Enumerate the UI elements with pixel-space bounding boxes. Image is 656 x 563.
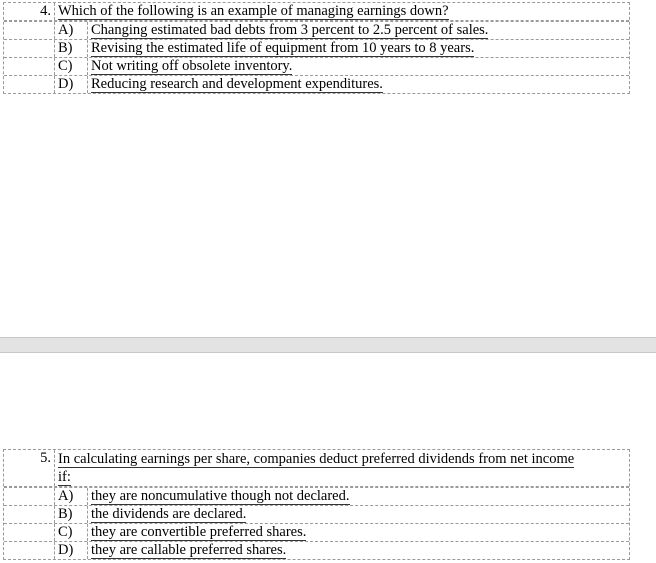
answer-text: they are noncumulative though not declared. bbox=[91, 488, 350, 504]
answer-option[interactable] bbox=[4, 39, 629, 57]
answer-text: Not writing off obsolete inventory. bbox=[91, 58, 293, 74]
answer-option[interactable] bbox=[4, 505, 629, 523]
answer-text: Revising the estimated life of equipment from 10 years to 8 years. bbox=[91, 40, 475, 56]
answer-letter: D) bbox=[55, 76, 88, 93]
answer-option[interactable] bbox=[4, 75, 629, 93]
question-4 bbox=[3, 2, 630, 94]
answer-option[interactable] bbox=[4, 21, 629, 39]
question-stem: In calculating earnings per share, companies deduct preferred dividends from net income if: bbox=[58, 451, 575, 485]
answer-text: Changing estimated bad debts from 3 percent to 2.5 percent of sales. bbox=[91, 22, 489, 38]
question-5 bbox=[3, 449, 630, 560]
answer-option[interactable] bbox=[4, 541, 629, 559]
answer-option[interactable] bbox=[4, 487, 629, 505]
answer-option[interactable] bbox=[4, 57, 629, 75]
question-number: 4. bbox=[4, 3, 55, 20]
page-break bbox=[0, 337, 656, 353]
question-number: 5. bbox=[4, 450, 55, 486]
question-stem-row bbox=[4, 450, 629, 487]
answer-letter: B) bbox=[55, 40, 88, 57]
answer-text: they are callable preferred shares. bbox=[91, 542, 287, 558]
answer-letter: A) bbox=[55, 22, 88, 39]
answer-text: the dividends are declared. bbox=[91, 506, 247, 522]
question-stem: Which of the following is an example of managing earnings down? bbox=[58, 3, 449, 19]
answer-text: Reducing research and development expenditures. bbox=[91, 76, 383, 92]
answer-letter: B) bbox=[55, 506, 88, 523]
answer-option[interactable] bbox=[4, 523, 629, 541]
question-stem-row bbox=[4, 3, 629, 21]
answer-letter: A) bbox=[55, 488, 88, 505]
answer-text: they are convertible preferred shares. bbox=[91, 524, 307, 540]
answer-letter: C) bbox=[55, 58, 88, 75]
answer-letter: C) bbox=[55, 524, 88, 541]
answer-letter: D) bbox=[55, 542, 88, 559]
